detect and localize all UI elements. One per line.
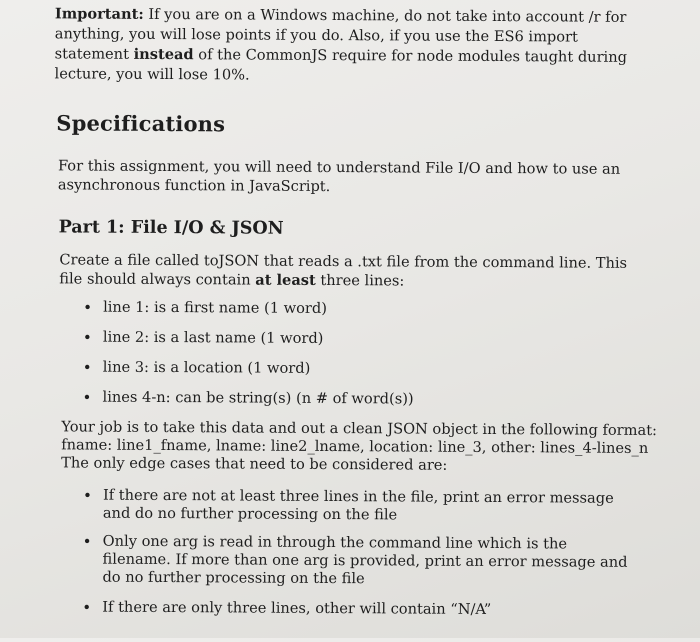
line-spec-list bbox=[82, 298, 643, 421]
job-line-1: Your job is to take this data and out a clean JSON object in the following format: bbox=[61, 418, 658, 440]
create-text-b: three lines: bbox=[315, 271, 405, 290]
list-item: • If there are only three lines, other will contain “N/A” bbox=[82, 599, 632, 622]
list-item: • line 1: is a first name (1 word) bbox=[83, 298, 643, 331]
list-item: • If there are not at least three lines in the file, print an error message and do no further processing on the file bbox=[83, 487, 633, 536]
important-text-a: If you are on a Windows machine, do not take into account /r for anything, you will lose points if you do. Also, if you use the ES6 import statement bbox=[54, 5, 627, 63]
job-line-3: The only edge cases that need to be considered are: bbox=[61, 454, 448, 474]
specifications-heading: Specifications bbox=[56, 110, 226, 137]
important-text-b: of the CommonJS require for node modules taught during lecture, you will lose 10%. bbox=[54, 46, 628, 84]
list-item: • lines 4-n: can be string(s) (n # of word(s)) bbox=[82, 388, 642, 421]
job-paragraph bbox=[61, 418, 661, 476]
job-line-2: fname: line1_fname, lname: line2_lname, location: line_3, other: lines_4-lines_n bbox=[61, 436, 649, 457]
create-text-a: Create a file called toJSON that reads a .txt file from the command line. This file should always contain bbox=[59, 251, 628, 289]
important-label: Important: bbox=[54, 5, 144, 23]
create-bold-at-least: at least bbox=[255, 271, 316, 289]
part1-heading: Part 1: File I/O & JSON bbox=[58, 217, 284, 239]
edge-case-list bbox=[82, 487, 633, 622]
list-item: • line 2: is a last name (1 word) bbox=[83, 328, 643, 361]
part1-create-paragraph bbox=[59, 250, 649, 292]
important-note bbox=[54, 4, 644, 88]
list-item: • Only one arg is read in through the command line which is the filename. If more than one arg is provided, print an error message and do no further processing on the file bbox=[82, 533, 632, 602]
list-item: • line 3: is a location (1 word) bbox=[83, 358, 643, 391]
important-bold-instead: instead bbox=[133, 45, 194, 64]
specifications-intro: For this assignment, you will need to understand File I/O and how to use an asynchronous function in JavaScript. bbox=[57, 157, 621, 196]
